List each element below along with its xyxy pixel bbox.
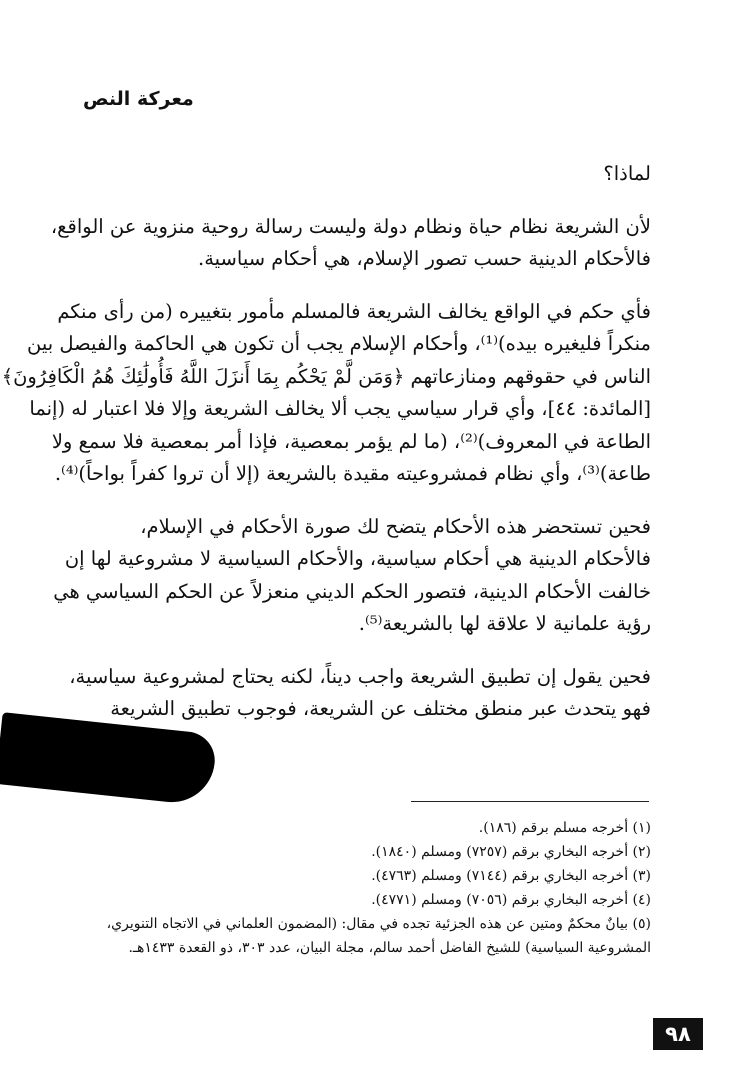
footnote-line: (٢) أخرجه البخاري برقم (٧٢٥٧) ومسلم (١٨٤٠).	[372, 844, 652, 860]
text-line: رؤية علمانية لا علاقة لها بالشريعة⁽⁵⁾.	[359, 612, 652, 635]
footnotes	[76, 816, 652, 960]
body-text	[2, 158, 652, 726]
text-line: [المائدة: ٤٤]، وأي قرار سياسي يجب ألا يخالف الشريعة وإلا فلا اعتبار له (إنما	[30, 397, 652, 420]
text-line: فهو يتحدث عبر منطق مختلف عن الشريعة، فوجوب تطبيق الشريعة	[111, 697, 652, 720]
footnote-line: (١) أخرجه مسلم برقم (١٨٦).	[479, 820, 652, 836]
paragraph	[51, 211, 652, 276]
footnote-line: (٤) أخرجه البخاري برقم (٧٠٥٦) ومسلم (٤٧٧١).	[372, 892, 652, 908]
paragraph	[54, 511, 652, 641]
text-line: فالأحكام الدينية هي أحكام سياسية، والأحكام السياسية لا مشروعية لها إن	[65, 547, 652, 570]
footnote-line: المشروعية السياسية) للشيخ الفاضل أحمد سالم، مجلة البيان، عدد ٣٠٣، ذو القعدة ١٤٣٣هـ.	[129, 940, 652, 956]
text-line: فأي حكم في الواقع يخالف الشريعة فالمسلم مأمور بتغييره (من رأى منكم	[58, 299, 652, 323]
text-line: فحين يقول إن تطبيق الشريعة واجب ديناً، لكنه يحتاج لمشروعية سياسية،	[70, 664, 652, 688]
footnote-divider	[412, 801, 650, 802]
footnote-line: (٥) بيانٌ محكمٌ ومتين عن هذه الجزئية تجده في مقال: (المضمون العلماني في الاتجاه التنويري،	[107, 916, 652, 932]
text-line: لماذا؟	[604, 162, 652, 185]
scan-smudge	[0, 712, 219, 806]
text-line: طاعة)⁽³⁾، وأي نظام فمشروعيته مقيدة بالشريعة (إلا أن تروا كفراً بواحاً)⁽⁴⁾.	[55, 462, 652, 485]
footnote-line: (٣) أخرجه البخاري برقم (٧١٤٤) ومسلم (٤٧٦٣).	[372, 868, 652, 884]
running-header-title: معركة النص	[84, 88, 195, 110]
text-line: لأن الشريعة نظام حياة ونظام دولة وليست رسالة روحية منزوية عن الواقع،	[51, 214, 652, 238]
text-line: الطاعة في المعروف)⁽²⁾، (ما لم يؤمر بمعصية، فإذا أمر بمعصية فلا سمع ولا	[52, 429, 652, 453]
paragraph	[76, 158, 652, 191]
quran-verse-line: الناس في حقوقهم ومنازعاتهم ﴿وَمَن لَّمْ يَحْكُم بِمَا أَنزَلَ اللَّهُ فَأُولَٰئِكَ هُمُ الْكَافِرُونَ﴾	[2, 364, 652, 388]
text-line: فالأحكام الدينية حسب تصور الإسلام، هي أحكام سياسية.	[199, 247, 652, 270]
paragraph	[2, 296, 652, 491]
page-number-badge: ٩٨	[654, 1018, 704, 1050]
paragraph	[70, 661, 652, 726]
text-line: فحين تستحضر هذه الأحكام يتضح لك صورة الأحكام في الإسلام،	[141, 514, 652, 538]
text-line: منكراً فليغيره بيده)⁽¹⁾، وأحكام الإسلام يجب أن تكون هي الحاكمة والفيصل بين	[27, 332, 652, 355]
text-line: خالفت الأحكام الدينية، فتصور الحكم الديني منعزلاً عن الحكم السياسي هي	[54, 579, 652, 603]
